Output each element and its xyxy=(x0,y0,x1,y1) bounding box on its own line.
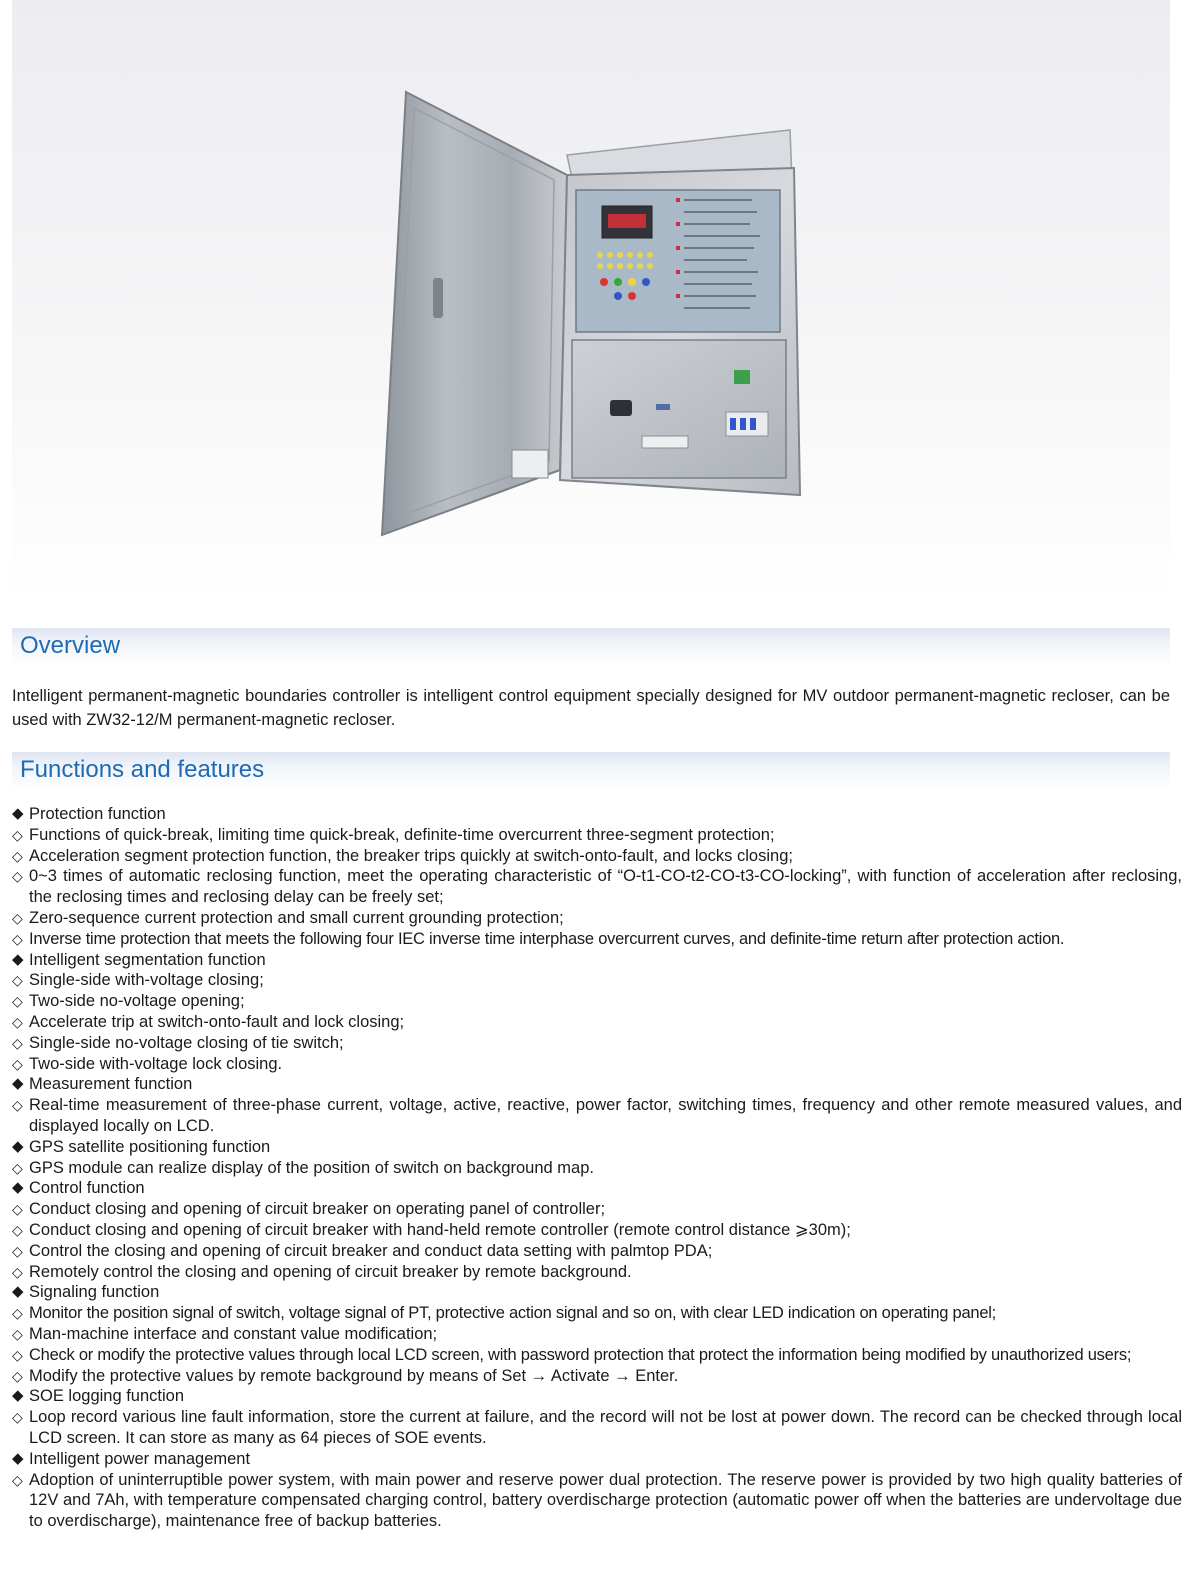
feature-item xyxy=(12,1407,1182,1449)
feature-item-text: Loop record various line fault information, store the current at failure, and the record will not be lost at power down. The record can be checked through local LCD screen. It can store as many as 64 pieces of SOE events. xyxy=(29,1408,1182,1447)
feature-item xyxy=(12,846,1182,867)
feature-item-text: GPS module can realize display of the position of switch on background map. xyxy=(29,1158,594,1177)
features-list xyxy=(12,804,1182,1532)
door-handle-icon xyxy=(433,278,443,318)
functions-title: Functions and features xyxy=(20,756,265,783)
feature-item xyxy=(12,1158,1182,1179)
feature-item-text: Man-machine interface and constant value modification; xyxy=(29,1324,438,1343)
feature-item xyxy=(12,1470,1182,1532)
feature-heading-text: Intelligent segmentation function xyxy=(29,950,266,969)
feature-heading-text: Signaling function xyxy=(29,1283,160,1302)
hollow-diamond-icon: ◇ xyxy=(12,1471,23,1488)
terminal-icon xyxy=(734,370,750,384)
feature-item-text: Conduct closing and opening of circuit breaker on operating panel of controller; xyxy=(29,1200,606,1219)
feature-item-text: Functions of quick-break, limiting time quick-break, definite-time overcurrent three-segment protection; xyxy=(29,825,775,844)
feature-item xyxy=(12,929,1182,950)
feature-item-text: Modify the protective values by remote background by means of Set → Activate → Enter. xyxy=(29,1366,679,1385)
hollow-diamond-icon: ◇ xyxy=(12,909,23,926)
feature-item-text: Remotely control the closing and opening of circuit breaker by remote background. xyxy=(29,1262,632,1281)
hollow-diamond-icon: ◇ xyxy=(12,1013,23,1030)
feature-item xyxy=(12,866,1182,908)
hollow-diamond-icon: ◇ xyxy=(12,1367,23,1384)
feature-item xyxy=(12,1241,1182,1262)
feature-heading xyxy=(12,1386,1182,1407)
hollow-diamond-icon: ◇ xyxy=(12,993,23,1010)
feature-heading-text: Intelligent power management xyxy=(29,1449,251,1468)
feature-item xyxy=(12,825,1182,846)
hollow-diamond-icon: ◇ xyxy=(12,972,23,989)
overview-paragraph: Intelligent permanent-magnetic boundaries controller is intelligent control equipment specially designed for MV outdoor permanent-magnetic recloser, can be used with ZW32-12/M permanent-magnetic recloser. xyxy=(12,687,1170,729)
feature-item-text: Real-time measurement of three-phase current, voltage, active, reactive, power factor, switching times, frequency and other remote measured values, and displayed locally on LCD. xyxy=(29,1096,1182,1135)
hollow-diamond-icon: ◇ xyxy=(12,1221,23,1238)
feature-item-text: Conduct closing and opening of circuit breaker with hand-held remote controller (remote control distance ⩾30m); xyxy=(29,1220,851,1239)
hollow-diamond-icon: ◇ xyxy=(12,1263,23,1280)
feature-item xyxy=(12,1012,1182,1033)
feature-heading-text: Measurement function xyxy=(29,1075,193,1094)
hollow-diamond-icon: ◇ xyxy=(12,930,23,947)
feature-item xyxy=(12,991,1182,1012)
overview-header xyxy=(12,628,1170,666)
hollow-diamond-icon: ◇ xyxy=(12,1097,23,1114)
hollow-diamond-icon: ◇ xyxy=(12,847,23,864)
hollow-diamond-icon: ◇ xyxy=(12,868,23,885)
hollow-diamond-icon: ◇ xyxy=(12,1159,23,1176)
feature-item-text: Single-side no-voltage closing of tie switch; xyxy=(29,1033,344,1052)
feature-item-text: Acceleration segment protection function, the breaker trips quickly at switch-onto-fault, and locks closing; xyxy=(29,846,793,865)
feature-heading xyxy=(12,804,1182,825)
feature-item-text: Check or modify the protective values through local LCD screen, with password protection that protect the information being modified by unauthorized users; xyxy=(29,1345,1132,1364)
feature-item-text: Monitor the position signal of switch, voltage signal of PT, protective action signal and so on, with clear LED indication on operating panel; xyxy=(29,1304,996,1323)
filled-diamond-icon: ◆ xyxy=(12,1179,24,1197)
hollow-diamond-icon: ◇ xyxy=(12,1409,23,1426)
feature-heading xyxy=(12,1449,1182,1470)
filled-diamond-icon: ◆ xyxy=(12,1075,24,1093)
feature-item-text: Single-side with-voltage closing; xyxy=(29,971,264,990)
hollow-diamond-icon: ◇ xyxy=(12,826,23,843)
feature-item-text: 0~3 times of automatic reclosing function, meet the operating characteristic of “O-t1-CO-t2-CO-t3-CO-locking”, with function of acceleration after reclosing, the reclosing times and reclosing delay can be freely set; xyxy=(29,867,1182,907)
feature-item xyxy=(12,1345,1182,1366)
feature-item xyxy=(12,1095,1182,1137)
feature-item xyxy=(12,1303,1182,1324)
overview-title: Overview xyxy=(20,632,121,659)
feature-heading xyxy=(12,1074,1182,1095)
feature-item-text: Inverse time protection that meets the following four IEC inverse time interphase overcurrent curves, and definite-time return after protection action. xyxy=(29,929,1065,948)
feature-heading-text: SOE logging function xyxy=(29,1387,185,1406)
door-label-icon xyxy=(512,450,548,478)
filled-diamond-icon: ◆ xyxy=(12,1283,24,1301)
feature-heading xyxy=(12,1178,1182,1199)
power-socket-icon xyxy=(610,400,632,416)
feature-item-text: Adoption of uninterruptible power system, with main power and reserve power dual protection. The reserve power is provided by two high quality batteries of 12V and 7Ah, with temperature compensated charging control, battery overdischarge protection (automatic power off when the batteries are undervoltage due to overdischarge), maintenance free of backup batteries. xyxy=(29,1470,1182,1531)
filled-diamond-icon: ◆ xyxy=(12,1449,24,1467)
feature-heading-text: GPS satellite positioning function xyxy=(29,1137,271,1156)
feature-item-text: Accelerate trip at switch-onto-fault and lock closing; xyxy=(29,1012,405,1031)
feature-item-text: Two-side no-voltage opening; xyxy=(29,992,245,1011)
feature-item-text: Control the closing and opening of circuit breaker and conduct data setting with palmtop PDA; xyxy=(29,1241,713,1260)
hollow-diamond-icon: ◇ xyxy=(12,1034,23,1051)
feature-item xyxy=(12,1033,1182,1054)
hollow-diamond-icon: ◇ xyxy=(12,1305,23,1322)
feature-item-text: Zero-sequence current protection and small current grounding protection; xyxy=(29,908,564,927)
controller-cabinet-illustration xyxy=(12,0,1170,600)
feature-item xyxy=(12,1199,1182,1220)
feature-item xyxy=(12,1054,1182,1075)
feature-item xyxy=(12,1262,1182,1283)
filled-diamond-icon: ◆ xyxy=(12,805,24,822)
product-photo xyxy=(12,0,1170,600)
feature-heading-text: Protection function xyxy=(29,805,166,823)
feature-item-text: Two-side with-voltage lock closing. xyxy=(29,1054,283,1073)
filled-diamond-icon: ◆ xyxy=(12,1137,24,1155)
feature-heading-text: Control function xyxy=(29,1179,145,1198)
feature-heading xyxy=(12,1282,1182,1303)
hollow-diamond-icon: ◇ xyxy=(12,1346,23,1363)
feature-item xyxy=(12,1220,1182,1241)
functions-header xyxy=(12,752,1170,790)
feature-item xyxy=(12,970,1182,991)
hollow-diamond-icon: ◇ xyxy=(12,1055,23,1072)
filled-diamond-icon: ◆ xyxy=(12,1387,24,1405)
feature-heading xyxy=(12,1137,1182,1158)
hollow-diamond-icon: ◇ xyxy=(12,1242,23,1259)
hollow-diamond-icon: ◇ xyxy=(12,1201,23,1218)
feature-item xyxy=(12,1324,1182,1345)
filled-diamond-icon: ◆ xyxy=(12,950,24,968)
feature-item xyxy=(12,1366,1182,1387)
feature-heading xyxy=(12,950,1182,971)
hollow-diamond-icon: ◇ xyxy=(12,1325,23,1342)
feature-item xyxy=(12,908,1182,929)
